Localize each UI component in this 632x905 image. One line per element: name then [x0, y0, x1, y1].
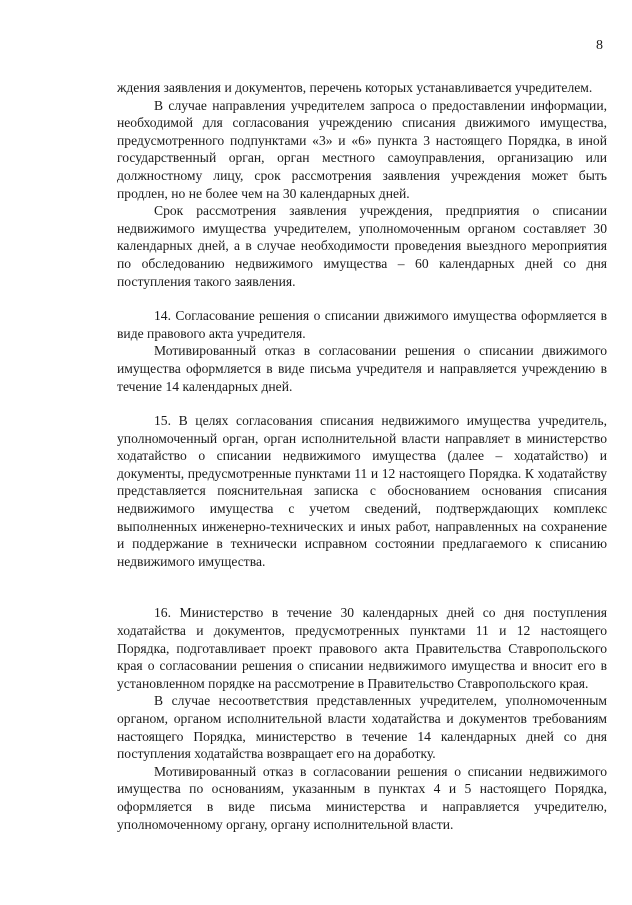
paragraph-nonconformity: В случае несоответствия представленных учредителем, уполномоченным органом, органом исполнительной власти ходатайства и документов требованиям настоящего Порядка, министерство в течение 14 календарных дней со дня поступления ходатайства возвращает его на доработку. [117, 693, 607, 762]
document-body [117, 79, 607, 833]
paragraph-review-period: Срок рассмотрения заявления учреждения, предприятия о списании недвижимого имущества учредителем, уполномоченным органом составляет 30 календарных дней, а в случае необходимости проведения выездного мероприятия по обследованию недвижимого имущества – 60 календарных дней со дня поступления такого заявления. [117, 203, 607, 289]
paragraph-item-14: 14. Согласование решения о списании движимого имущества оформляется в виде правового акта учредителя. [117, 308, 607, 341]
paragraph-immovable-refusal: Мотивированный отказ в согласовании решения о списании недвижимого имущества по основаниям, указанным в пунктах 4 и 5 настоящего Порядка, оформляется в виде письма министерства и направляется учредителю, уполномоченному органу, органу исполнительной власти. [117, 763, 607, 832]
page-number: 8 [596, 38, 603, 53]
paragraph-item-16: 16. Министерство в течение 30 календарных дней со дня поступления ходатайства и документов, предусмотренных пунктами 11 и 12 настоящего Порядка, подготавливает проект правового акта Правительства Ставропольского края о согласовании решения о списании недвижимого имущества и вносит его в установленном порядке на рассмотрение в Правительство Ставропольского края. [117, 605, 607, 691]
paragraph-movable-refusal: Мотивированный отказ в согласовании решения о списании движимого имущества оформляется в виде письма учредителя и направляется учреждению в течение 14 календарных дней. [117, 343, 607, 394]
paragraph-continuation: ждения заявления и документов, перечень которых устанавливается учредителем. [117, 80, 593, 95]
paragraph-item-15: 15. В целях согласования списания недвижимого имущества учредитель, уполномоченный орган, орган исполнительной власти направляет в министерство ходатайство о списании недвижимого имущества (далее – ходатайство) и документы, предусмотренные пунктами 11 и 12 настоящего Порядка. К ходатайству представляется пояснительная записка с обоснованием основания списания недвижимого имущества с учетом сведений, подтверждающих комплекс выполненных инженерно-технических и иных работ, направленных на сохранение и поддержание в технически исправном состоянии предлагаемого к списанию недвижимого имущества. [117, 413, 607, 569]
paragraph-request-extension: В случае направления учредителем запроса о предоставлении информации, необходимой для согласования учреждению списания движимого имущества, предусмотренного подпунктами «3» и «6» пункта 3 настоящего Порядка, в иной государственный орган, орган местного самоуправления, организацию или должностному лицу, срок рассмотрения заявления учреждения может быть продлен, но не более чем на 30 календарных дней. [117, 97, 607, 201]
